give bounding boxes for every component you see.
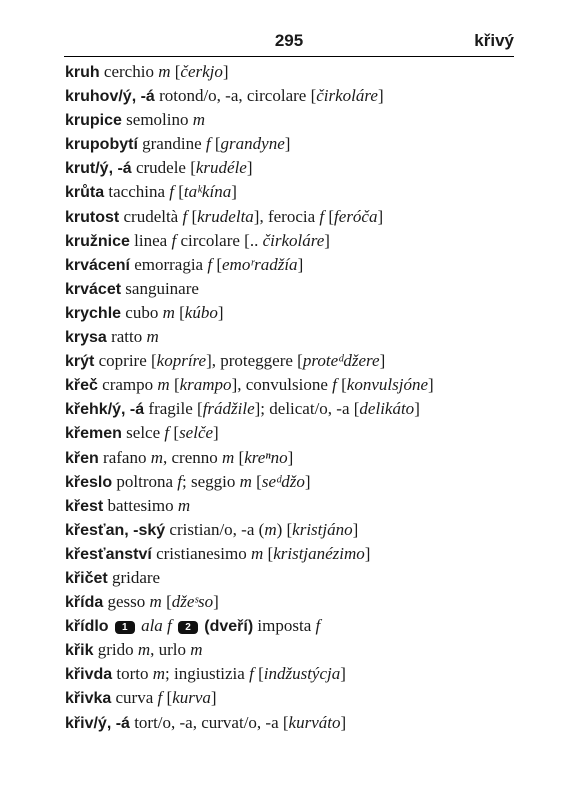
headword: krýt (65, 353, 95, 371)
translation-text: ] (304, 471, 311, 491)
translation-text: [ (162, 688, 173, 708)
italic-text: f (249, 664, 254, 684)
headword: křeč (65, 377, 98, 395)
translation-text: ] (222, 62, 229, 81)
dictionary-entry (65, 711, 515, 735)
translation-text (172, 616, 176, 635)
translation-text: ] (246, 158, 253, 178)
translation-text: emorragia (129, 254, 208, 274)
italic-text: f (205, 134, 211, 154)
translation-text: cubo (121, 302, 163, 322)
translation-text: selce (121, 423, 165, 443)
page-number: 295 (274, 31, 304, 50)
dictionary-entry (65, 349, 515, 373)
headword: křesťanství (65, 545, 152, 563)
translation-text: [ (169, 375, 180, 395)
translation-text (109, 616, 113, 635)
translation-text: ] (379, 351, 386, 371)
translation-text: ] (377, 86, 384, 106)
dictionary-entry (65, 542, 515, 566)
translation-text: [ (253, 664, 264, 684)
translation-text: [ (324, 206, 335, 226)
headword: křiv/ý, -á (65, 714, 130, 732)
translation-text: crudele [ (131, 158, 196, 178)
translation-text: rotond/o, -a, circolare [ (154, 86, 317, 106)
header-rule (64, 56, 514, 57)
headword: křída (65, 594, 104, 612)
headword: křesťan, -ský (65, 521, 166, 539)
translation-text: crudeltà (119, 206, 183, 226)
italic-text: feróča (334, 206, 378, 226)
translation-text: [ (212, 254, 222, 274)
translation-text: crampo (97, 375, 158, 395)
translation-text: ] (213, 592, 219, 612)
italic-text: krudelta (197, 206, 254, 226)
translation-text: ratto (106, 327, 147, 347)
italic-text: m (157, 375, 170, 395)
translation-text: curva (111, 688, 158, 708)
translation-text: ] (340, 712, 347, 732)
italic-text: m (152, 664, 166, 684)
headword: křídlo (65, 618, 109, 636)
dictionary-entry (65, 84, 515, 108)
dictionary-entry (65, 325, 515, 349)
translation-text: [ (210, 134, 221, 154)
translation-text: [ (174, 302, 185, 322)
translation-text: grandine (137, 134, 206, 154)
headword: kruh (65, 64, 100, 81)
italic-text: kristjáno (292, 519, 353, 539)
translation-text: ] (340, 664, 346, 684)
translation-text: [ (174, 182, 184, 202)
translation-text: ] (352, 519, 359, 539)
headword: krupobytí (65, 136, 138, 154)
translation-text: [ (234, 447, 245, 467)
italic-text: m (162, 302, 175, 322)
italic-text: konvulsjóne (346, 375, 428, 395)
italic-text: čerkjo (180, 62, 223, 81)
translation-text: [ (251, 471, 262, 491)
translation-text: ] (297, 254, 304, 274)
headword: krvácení (65, 256, 130, 274)
translation-text: ] (210, 688, 217, 708)
translation-text: ] (364, 543, 371, 563)
italic-text: m (250, 543, 264, 563)
dictionary-entry (65, 686, 515, 710)
dictionary-entry (65, 373, 515, 397)
headword: křičet (65, 569, 108, 587)
dictionary-entry (65, 108, 515, 132)
translation-text: ] (428, 375, 434, 395)
translation-text: battesimo (103, 495, 178, 515)
italic-text: čirkoláre (262, 230, 325, 250)
italic-text: m (150, 447, 163, 467)
translation-text: cristian/o, -a ( (165, 519, 265, 539)
headword: krůta (65, 184, 105, 202)
translation-text: ], convulsione (231, 375, 333, 395)
translation-text: [ (170, 62, 181, 81)
italic-text: seᵈdžo (261, 471, 305, 491)
headword: křest (65, 497, 104, 515)
translation-text: coprire [ (94, 351, 157, 371)
italic-text: m (192, 110, 206, 130)
sense-number-badge: 2 (178, 621, 198, 634)
dictionary-entry (65, 494, 515, 518)
dictionary-entry (65, 446, 515, 470)
dictionary-entry (65, 277, 515, 301)
translation-text: cristianesimo (151, 543, 251, 563)
translation-text: linea (129, 230, 172, 250)
headword: křen (65, 449, 99, 467)
dictionary-entry-list (65, 60, 515, 735)
italic-text: kreⁿno (244, 447, 288, 467)
translation-text: ) [ (276, 519, 293, 539)
headword: křeslo (65, 473, 113, 491)
translation-text: ] (231, 182, 237, 202)
italic-text: f (164, 423, 170, 443)
translation-text: ], ferocia (253, 206, 320, 226)
italic-text: m (222, 447, 235, 467)
translation-text: imposta (253, 616, 316, 636)
italic-text: delikáto (359, 399, 415, 419)
italic-text: f (157, 688, 163, 708)
headword: kruhov/ý, -á (65, 88, 155, 106)
headword: křehk/ý, -á (65, 401, 145, 419)
italic-text: selče (179, 423, 214, 443)
translation-text: gridare (107, 567, 161, 587)
dictionary-entry (65, 470, 515, 494)
dictionary-entry (65, 662, 515, 686)
dictionary-entry (65, 566, 515, 590)
translation-text: ] (217, 302, 224, 322)
dictionary-entry (65, 421, 515, 445)
dictionary-entry (65, 132, 515, 156)
dictionary-entry (65, 590, 515, 614)
headword: křik (65, 642, 94, 660)
translation-text: circolare [.. (176, 230, 263, 250)
translation-text: poltrona (112, 471, 178, 491)
italic-text: f (171, 230, 177, 250)
italic-text: f (169, 182, 174, 202)
translation-text: ]; delicat/o, -a [ (254, 399, 360, 419)
translation-text: , urlo (150, 640, 191, 660)
translation-text: [ (187, 206, 198, 226)
headword: křivda (65, 666, 113, 684)
italic-text: kúbo (184, 302, 218, 322)
translation-text: torto (112, 664, 153, 684)
translation-text: grido (93, 640, 138, 660)
headword: krupice (65, 112, 122, 130)
qualifier: (dveří) (204, 618, 254, 636)
italic-text: f (207, 254, 213, 274)
italic-text: f (182, 206, 188, 226)
italic-text: džeˢso (171, 592, 214, 612)
translation-text: fragile [ (144, 399, 203, 419)
italic-text: m (239, 471, 252, 491)
dictionary-entry (65, 614, 515, 638)
translation-text: ] (213, 423, 219, 443)
translation-text: tort/o, -a, curvat/o, -a [ (129, 712, 289, 732)
dictionary-entry (65, 301, 515, 325)
italic-text: kurva (172, 688, 211, 708)
italic-text: kurváto (288, 712, 341, 732)
translation-text: ] (414, 399, 420, 419)
italic-text: emoʳradžía (222, 254, 298, 274)
italic-text: m (264, 519, 277, 539)
italic-text: m (137, 640, 151, 660)
translation-text: , crenno (163, 447, 223, 467)
translation-text: gesso (103, 592, 150, 612)
italic-text: f (319, 206, 325, 226)
translation-text: ] (377, 206, 384, 226)
dictionary-entry (65, 60, 515, 84)
headword: krysa (65, 329, 107, 347)
translation-text: [ (336, 375, 347, 395)
translation-text: semolino (121, 110, 193, 130)
translation-text: ] (324, 230, 330, 250)
italic-text: kristjanézimo (273, 543, 365, 563)
italic-text: grandyne (220, 134, 285, 154)
dictionary-entry (65, 518, 515, 542)
translation-text: ], proteggere [ (206, 351, 303, 371)
dictionary-entry (65, 180, 515, 204)
sense-number-badge: 1 (115, 621, 135, 634)
italic-text: f (315, 616, 321, 636)
dictionary-entry (65, 156, 515, 180)
italic-text: m (158, 62, 171, 81)
italic-text: f (177, 471, 183, 491)
dictionary-entry (65, 205, 515, 229)
italic-text: krampo (179, 375, 232, 395)
translation-text: [ (161, 592, 172, 612)
headword: krychle (65, 304, 122, 322)
italic-text: kopríre (156, 351, 207, 371)
headword: křemen (65, 425, 122, 443)
headword: krutost (65, 208, 120, 226)
italic-text: krudéle (195, 158, 247, 178)
headword: křivka (65, 690, 112, 708)
headword: kružnice (65, 232, 130, 250)
italic-text: m (149, 592, 162, 612)
italic-text: ala f (141, 616, 172, 636)
dictionary-entry (65, 253, 515, 277)
italic-text: f (332, 375, 337, 395)
translation-text: cerchio (99, 62, 159, 81)
translation-text: ; ingiustizia (165, 664, 250, 684)
page-header (64, 29, 514, 53)
dictionary-entry (65, 397, 515, 421)
translation-text: ] (287, 447, 294, 467)
dictionary-entry (65, 229, 515, 253)
dictionary-entry (65, 638, 515, 662)
italic-text: frádžile (202, 399, 255, 419)
translation-text: tacchina (104, 182, 170, 202)
italic-text: indžustýcja (263, 664, 341, 684)
italic-text: m (177, 495, 191, 515)
translation-text: [ (263, 543, 274, 563)
translation-text: ; seggio (182, 471, 240, 491)
guide-word: křivý (474, 31, 514, 50)
italic-text: m (146, 327, 159, 347)
headword: krvácet (65, 280, 122, 298)
translation-text: rafano (98, 447, 151, 467)
italic-text: m (190, 640, 203, 660)
italic-text: čirkoláre (316, 86, 378, 106)
translation-text: ] (284, 134, 291, 154)
translation-text: [ (169, 423, 180, 443)
italic-text: proteᵈdžere (302, 351, 380, 371)
translation-text: sanguinare (121, 278, 199, 298)
italic-text: taᵏkína (183, 182, 232, 202)
headword: krut/ý, -á (65, 160, 132, 178)
